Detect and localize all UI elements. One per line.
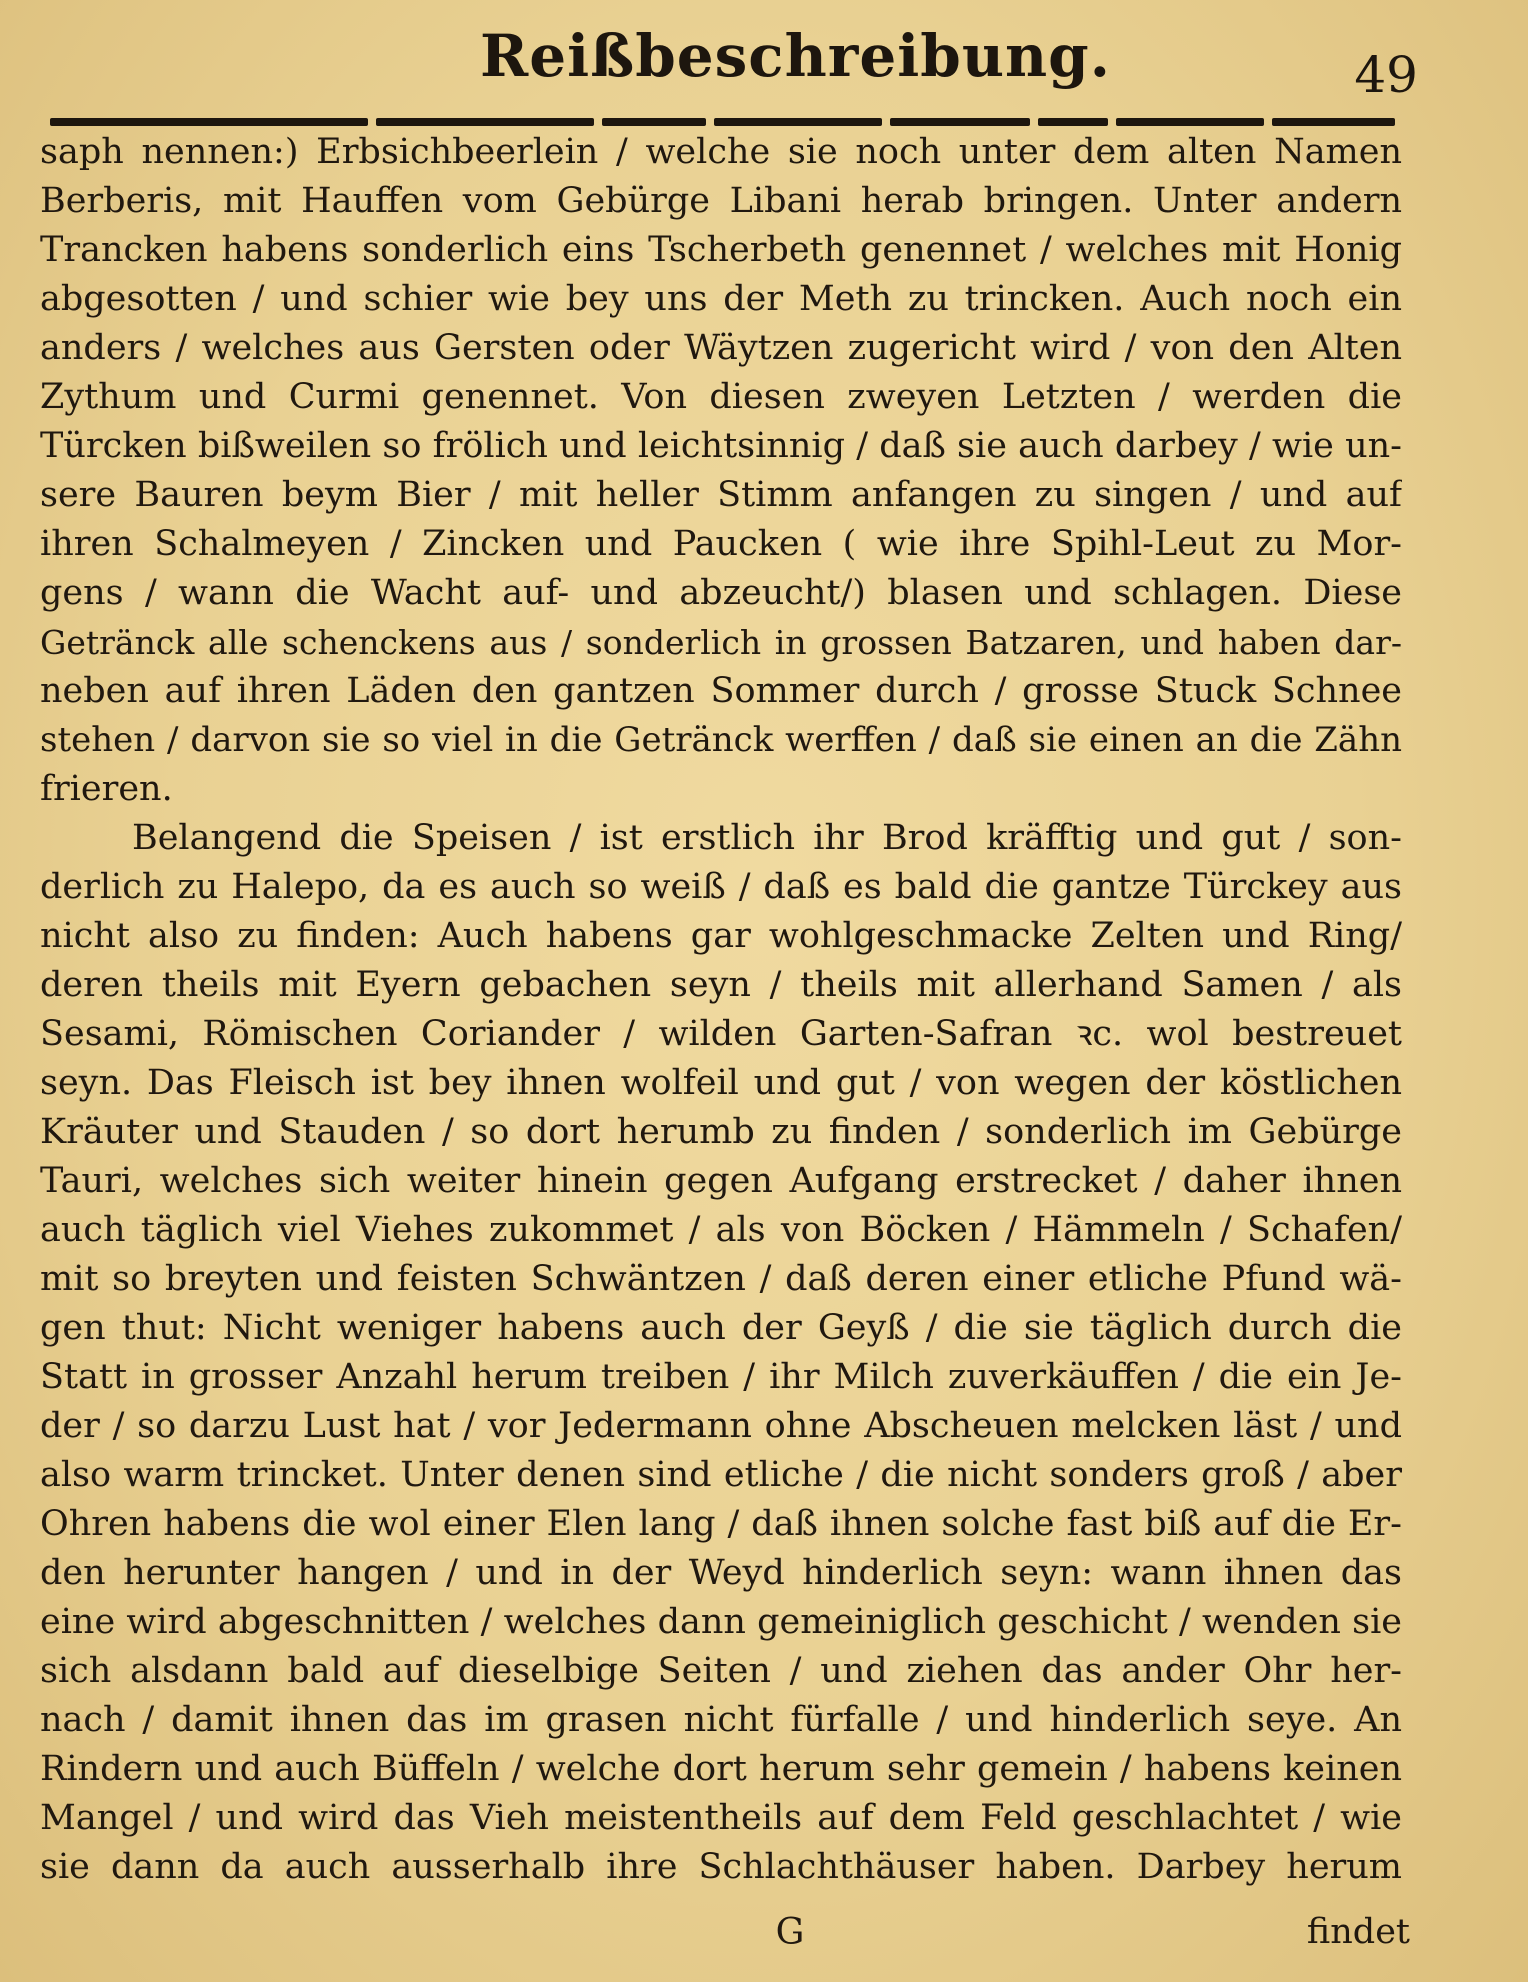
text-line: Zythum und Curmi genennet. Von diesen zweyen Letzten / werden die bbox=[40, 377, 1402, 417]
text-line: derlich zu Halepo, da es auch so weiß / daß es bald die gantze Türckey aus bbox=[40, 867, 1402, 907]
text-line: Sesami, Römischen Coriander / wilden Garten-Safran ꝛc. wol bestreuet bbox=[40, 1014, 1402, 1054]
text-line: Rindern und auch Büffeln / welche dort herum sehr gemein / habens keinen bbox=[40, 1749, 1402, 1789]
text-line: frieren. bbox=[40, 769, 173, 809]
text-line: Trancken habens sonderlich eins Tscherbeth genennet / welches mit Honig bbox=[40, 230, 1402, 270]
text-line: stehen / darvon sie so viel in die Getränck werffen / daß sie einen an die Zähn bbox=[40, 720, 1402, 760]
text-line: ihren Schalmeyen / Zincken und Paucken ( wie ihre Spihl-Leut zu Mor- bbox=[40, 524, 1402, 564]
text-line: sere Bauren beym Bier / mit heller Stimm anfangen zu singen / und auf bbox=[40, 475, 1402, 515]
signature-mark: G bbox=[775, 1912, 805, 1953]
text-line: Getränck alle schenckens aus / sonderlich in grossen Batzaren, und haben dar- bbox=[40, 623, 1402, 662]
text-line: seyn. Das Fleisch ist bey ihnen wolfeil und gut / von wegen der köstlichen bbox=[40, 1063, 1402, 1103]
text-line: sich alsdann bald auf dieselbige Seiten / und ziehen das ander Ohr her- bbox=[40, 1651, 1402, 1691]
text-line: Türcken bißweilen so frölich und leichtsinnig / daß sie auch darbey / wie un- bbox=[40, 426, 1402, 466]
text-line: auch täglich viel Viehes zukommet / als von Böcken / Hämmeln / Schafen/ bbox=[40, 1210, 1402, 1250]
text-line: Mangel / und wird das Vieh meistentheils auf dem Feld geschlachtet / wie bbox=[40, 1798, 1402, 1838]
text-line: Berberis, mit Hauffen vom Gebürge Libani herab bringen. Unter andern bbox=[40, 181, 1402, 221]
running-title: Reißbeschreibung. bbox=[480, 22, 1111, 90]
text-line: deren theils mit Eyern gebachen seyn / theils mit allerhand Samen / als bbox=[40, 965, 1402, 1005]
header-rule bbox=[50, 118, 1395, 126]
text-line: nach / damit ihnen das im grasen nicht fürfalle / und hinderlich seye. An bbox=[40, 1700, 1402, 1740]
catchword: findet bbox=[1306, 1912, 1410, 1952]
text-line: Statt in grosser Anzahl herum treiben / ihr Milch zuverkäuffen / die ein Je- bbox=[40, 1357, 1402, 1397]
text-line: abgesotten / und schier wie bey uns der Meth zu trincken. Auch noch ein bbox=[40, 279, 1402, 319]
text-line: nicht also zu finden: Auch habens gar wohlgeschmacke Zelten und Ring/ bbox=[40, 916, 1402, 956]
text-line: anders / welches aus Gersten oder Wäytzen zugericht wird / von den Alten bbox=[40, 328, 1402, 368]
text-line: Kräuter und Stauden / so dort herumb zu finden / sonderlich im Gebürge bbox=[40, 1112, 1402, 1152]
text-line: also warm trincket. Unter denen sind etliche / die nicht sonders groß / aber bbox=[40, 1455, 1402, 1495]
text-line: neben auf ihren Läden den gantzen Sommer durch / grosse Stuck Schnee bbox=[40, 671, 1402, 711]
text-line: Ohren habens die wol einer Elen lang / daß ihnen solche fast biß auf die Er- bbox=[40, 1504, 1402, 1544]
text-line: saph nennen:) Erbsichbeerlein / welche sie noch unter dem alten Namen bbox=[40, 132, 1402, 172]
text-line: eine wird abgeschnitten / welches dann gemeiniglich geschicht / wenden sie bbox=[40, 1602, 1402, 1642]
text-line: der / so darzu Lust hat / vor Jedermann ohne Abscheuen melcken läst / und bbox=[40, 1406, 1402, 1446]
body-text bbox=[40, 128, 1402, 1892]
text-line: mit so breyten und feisten Schwäntzen / daß deren einer etliche Pfund wä- bbox=[40, 1259, 1402, 1299]
text-line: Tauri, welches sich weiter hinein gegen Aufgang erstrecket / daher ihnen bbox=[40, 1161, 1402, 1201]
text-line: gens / wann die Wacht auf- und abzeucht/) blasen und schlagen. Diese bbox=[40, 573, 1402, 613]
text-line: Belangend die Speisen / ist erstlich ihr Brod kräfftig und gut / son- bbox=[132, 818, 1402, 858]
text-line: sie dann da auch ausserhalb ihre Schlachthäuser haben. Darbey herum bbox=[40, 1847, 1402, 1887]
text-line: gen thut: Nicht weniger habens auch der Geyß / die sie täglich durch die bbox=[40, 1308, 1402, 1348]
text-line: den herunter hangen / und in der Weyd hinderlich seyn: wann ihnen das bbox=[40, 1553, 1402, 1593]
page-number: 49 bbox=[1354, 46, 1418, 104]
